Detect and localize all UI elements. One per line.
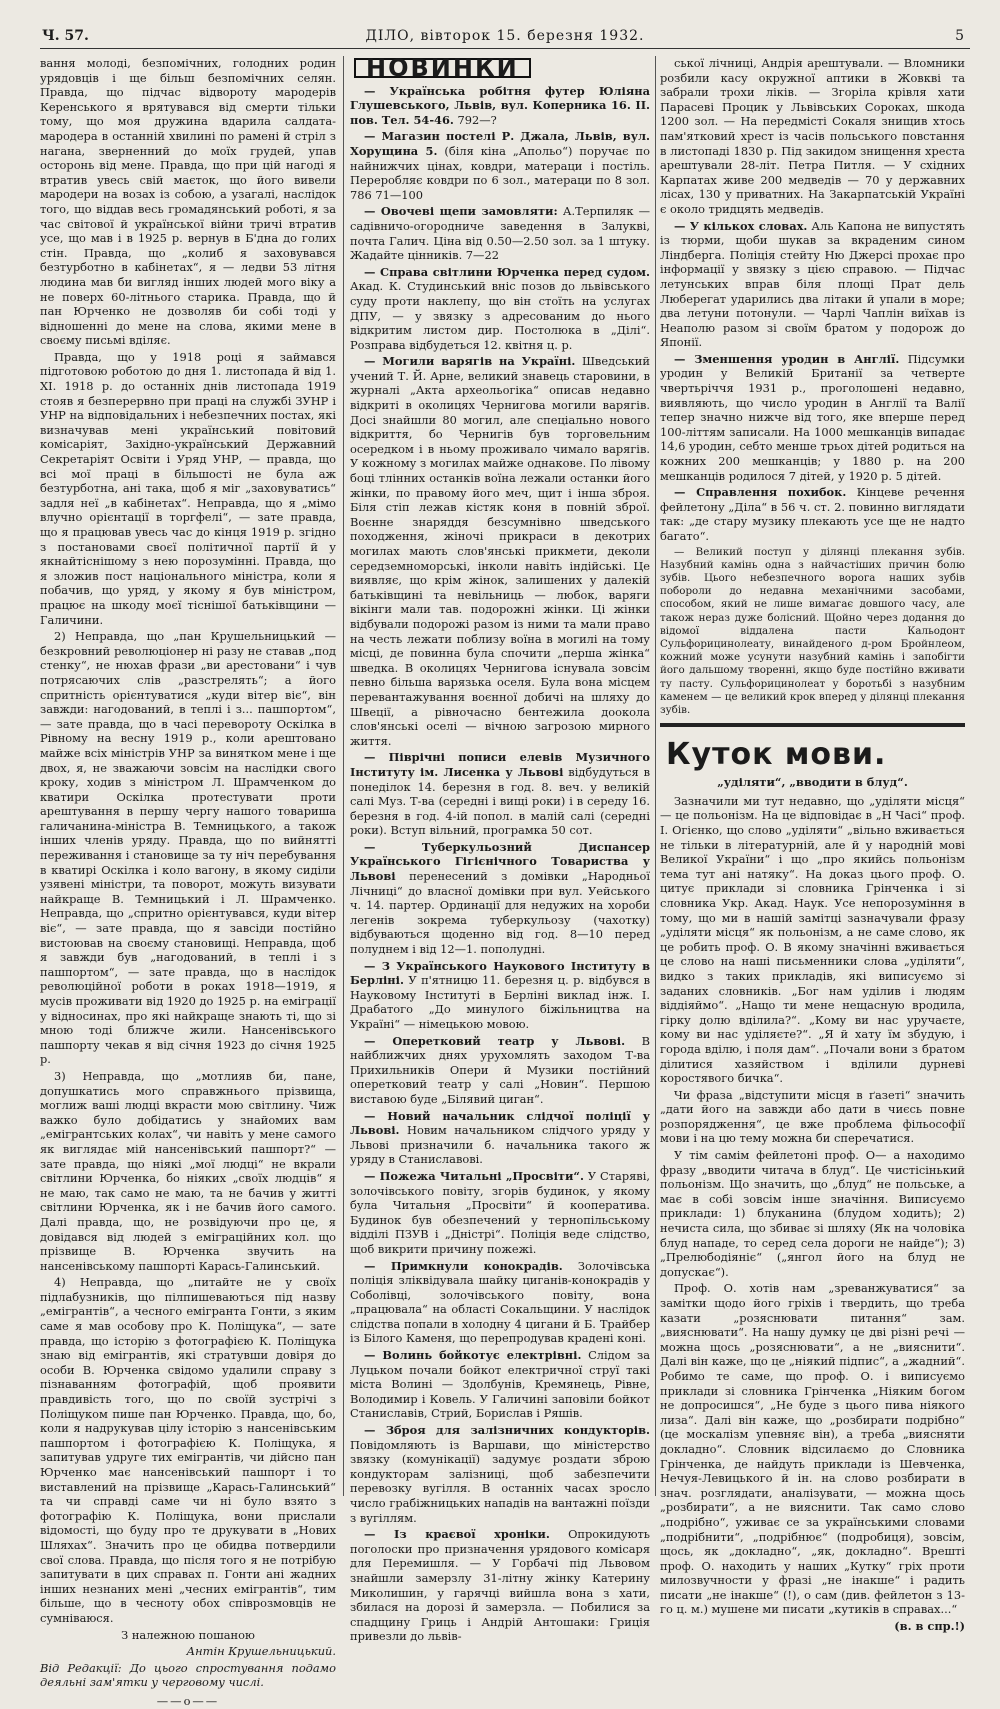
news-item-body: Кінцеве речення фейлетону „Діла“ в 56 ч. ст. 2. повинно виглядати так: „де стару музику плекають усе ще не надто багато“. bbox=[660, 485, 965, 543]
kutok-paragraph: У тім самім фейлетоні проф. О— а находимо фразу „вводити читача в блуд“. Це чистісінький польонізм. Що значить, що „блуд“ не польське, а має в собі зовсім інше значіння. Виписуємо приклади: 1) блуканина (блудом ходить); 2) нечиста сила, що збиває зі шляху (Як на чоловіка блуд нападе, то серед села дороги не найде“); 3) „Прелюбодіяніє“ („янгол його на блуд не допускає“). bbox=[660, 1148, 965, 1279]
kutok-paragraph: Зазначили ми тут недавно, що „уділяти місця“ — це польонізм. На це відповідає в „Н Часі“ проф. І. Огієнко, що слово „уділяти“ „вільно вживається не тільки в літературній, але й у народній мові Великої України“ і що „про якийсь польонізм тема тут ані натяку“. На доказ цього проф. О. цитує приклади зі словника Грінченка і зі словника Укр. Акад. Наук. Усе непорозуміння в тому, що ми в нашій замітці зазначували фразу „уділяти місця“ як польонізм, а не саме слово, як це робить проф. О. В якому значінні вживається це слово на наші письменники слова „уділяти“, видко з таких прикладів, які виписуємо зі заданих словників. „Бог нам уділив і людям віддіяймо“. „Нащо ти мене нещасную вродила, гірку долю вділила?“. „Кому ви нас уручаєте, кому ви нас уділяєте?“. „Я й хату їм збудую, і города вділю, і поля дам“. „Почали вони з братом ділитися хазяйством і вділили дурневі коростявого бичка“. bbox=[660, 793, 965, 1086]
right-column bbox=[660, 56, 966, 1634]
news-item-headline: — Справа світлини Юрченка перед судом. bbox=[364, 264, 650, 279]
news-item bbox=[660, 485, 965, 543]
news-item-body: Шведський учений Т. Й. Арне, великий знавець старовини, в журналі „Акта археольогіка“ описав недавно відкриті в околицях Чернигова могили варягів. Досі знайшли 80 могил, але спеціально нового відкриття, бо Чернигів був торговельним осередком і в ньому проживало чимало варягів. У кожному з могилах майже однакове. По лівому боці тлінних останків воїна лежали останки його жінки, по правому його меч, щит і інша зброя. Біля стіп лежав кістяк коня в повній зброї. Воєнне знаряддя безсумнівно шведського походження, жіночі прикраси в декотрих могилах мають слов'янські прикмети, деколи середземноморські, інколи навіть індійські. Це виявляє, що крім жінок, залишених у далекій батьківщині та невільниць — любок, варяги вікінги мали тав. подорожні жінки. Ці жінки відбували подорожі разом із ними та мали право на честь лежати поблизу воїна в могилі на тому місці, де повинна була спочити „перша жінка“ шведка. В околицях Чернигова існувала зовсім певно більша варязька оселя. Була вона місцем перевантажування воєнної добичі на шляху до Швеції, а рівночасно бентежила доокола слов'янські оселі — вічною загрозою мирного життя. bbox=[350, 354, 650, 748]
news-item-headline: — Із краєвої хроніки. bbox=[364, 1527, 550, 1542]
news-item-body: Опрокидують поголоски про призначення урядового комісаря для Перемишля. — У Горбачі під Львовом знайшли замерзлу 31-літну жінку Катерину Миколишин, у гарячці вийшла вона з хати, збилася на дорозі й замерзла. — Побилися за спадщину Гриць і Андрій Антошаки: Гриція привезли до львів- bbox=[350, 1527, 651, 1644]
news-item-body: перенесений з домівки „Народньої Лічниці“ до власної домівки при вул. Уейського ч. 14. партер. Ординації для недужих на хороби легенів зокрема туберкульозу (чахотку) відбуваються щоденно від год. 8—10 перед полуднем і від 12—1. пополудні. bbox=[350, 869, 650, 957]
news-item bbox=[350, 84, 650, 128]
news-item-body: Повідомляють із Варшави, що міністерство звязку (комунікації) задумує роздати зброю кондукторам залізниці, щоб забезпечити перевозку вугілля. В останніх часах зросло число грабіжницьких нападів на вантажні поїзди з вугіллям. bbox=[350, 1437, 650, 1525]
news-item-body: Підсумки уродин у Великій Британії за четверте чвертьріччя 1931 р., проголошені недавно, виявляють, що число уродин в Англії та Валії тепер значно нижче від того, яке вперше перед 100-літтям записали. На 1000 мешканців випадає 14,6 уродин, себто менше трьох дітей родиться на кожних 200 мешканців; у 1880 р. на 200 мешканців родилося 7 дітей, у 1920 р. 5 дітей. bbox=[660, 351, 965, 483]
section-divider bbox=[660, 723, 965, 727]
issue-number: Ч. 57. bbox=[42, 28, 89, 44]
news-item-body: Золочівська поліція зліквідувала шайку циганів-конокрадів у Соболівці, золочівського повіту, вона „працювала“ на області Сокальщини. У наслідок слідства попали в холодну 4 цигани й Б. Трайбер із Білого Каменя, що перепродував крадені коні. bbox=[350, 1258, 650, 1346]
news-item-headline: — Піврічні пописи елевів Музичного Інституту ім. Лисенка у Львові bbox=[350, 750, 650, 779]
left-column-letter bbox=[40, 56, 336, 1708]
news-item bbox=[350, 1348, 650, 1421]
news-item-headline: — Зменшення уродин в Англії. bbox=[674, 351, 900, 366]
news-item-body: (біля кіна „Апольо“) поручає по найнижчих цінах, ковдри, матераци і постіль. Переробляє ковдри по 6 зол., матераци по 8 зол. 786 71—100 bbox=[350, 143, 650, 202]
page-number: 5 bbox=[955, 28, 964, 44]
news-item bbox=[350, 129, 650, 202]
page-header bbox=[40, 22, 970, 49]
news-item-body: В найближчих днях урухомлять заходом Т-ва Прихильників Опери й Музики постійний оперетковий театр у салі „Новин“. Першою виставою буде „Білявий циган“. bbox=[350, 1033, 651, 1106]
editor-note bbox=[40, 1661, 336, 1690]
letter-paragraph: 4) Неправда, що „питайте не у своїх підлабузників, що пілпишеваються під назву „емігрантів“, а чесного емігранта Гонти, з яким саме я мав особову про К. Поліщука“, — зате правда, що історію з фотографією К. Поліщука знаю від емігрантів, які стратувши довіря до особи В. Юрченка свідомо удалили справу з пізнаванням фотографій, щоб проявити правдивість того, що по своїй зустрічі з Поліщуком пише пан Юрченко. Правда, що, бо, коли я надрукував цілу історію з нансенівським пашпортом і фотографією К. Поліщука, я запитував удруге тих емігрантів, чи дійсно пан Юрченко має нансенівський пашпорт і то виставлений на прізвище „Карась-Галинський“ та чи справді саме чи ні було взято з фотографію К. Поліщука, вони прислали відомості, що буду про те друкувати в „Нових Шляхах“. Значить про це обидва потвердили свої слова. Правда, що після того я не потрібую запитувати в цих справах п. Гонти ані жадних інших незнаних мені „чесних емігрантів“, тим більше, що в чесноту обох співрозмовців не сумніваюся. bbox=[40, 1275, 336, 1625]
news-item-headline: — З Українського Наукового Інституту в Берліні. bbox=[350, 958, 650, 988]
news-item bbox=[350, 1423, 650, 1525]
news-item bbox=[350, 265, 650, 353]
kutok-paragraph: Проф. О. хотів нам „зреванжуватися“ за замітки щодо його гріхів і твердить, що треба казати „розяснювати питання“ зам. „вияснювати“. На нашу думку це дві різні речі — можна щось „розяснювати“, а не „вияснити“. Далі він каже, що це „ніякий підпис“, а „жадний“. Робимо те саме, що проф. О. і виписуємо приклади зі словника Грінченка „Ніяким богом не допросишся“, „Не буде з цього пива ніякого лиза“. Далі він каже, що „розбирати подрібно“ (це москалізм упевняє він), а треба „виясняти докладно“. Словник відсилаємо до Словника Грінченка, де найдуть приклади із Шевченка, Нечуя-Левицького й ін. на слово розбирати в знач. розглядати, аналізувати, — можна щось „розбирати“, а не вияснити. Так само слово „подрібно“, уживає се за українськими словами „подрібнити“, „подрібнює“ (подробиця), зовсім, щось, як „докладно“, „як, докладно“. Врешті проф. О. находить у наших „Кутку“ гріх проти милозвучности у фразі „не інакше“ і радить писати „не інакше“ (!), о сам (див. фейлетон з 13-го ц. м.) мушене ми писати „кутиків в справах...“ bbox=[660, 1281, 965, 1617]
news-item-body: У п'ятницю 11. березня ц. р. відбувся в Науковому Інституті в Берліні виклад інж. І. Драбатого „До минулого біжільництва на Україні“ — німецькою мовою. bbox=[350, 973, 651, 1031]
news-item-headline: — Оперетковий театр у Львові. bbox=[364, 1033, 626, 1048]
news-item-headline: — Українська робітня футер Юліяна Глушевського, Львів, вул. Коперника 16. ІІ. пов. Тел. 54-46. bbox=[350, 83, 650, 127]
letter-paragraph: 2) Неправда, що „пан Крушельницький — безкровний революціонер ні разу не ставав „под стенку“, не нюхав фрази „ви арестовани“ і чув потрясаючих слів „разстрелять“; а його спритність орієнтуватися „куди вітер віє“, він завжди: нагодований, в теплі і з... пашпортом“, — зате правда, що в часі перевороту Оскілка в Рівному на весну 1919 р., коли арештовано майже всіх міністрів УНР за винятком мене і ще двох, я, не зважаючи зовсім на наслідки свого кроку, ходив з міністром Л. Шрамченком до кватири Оскілка протестувати проти арештування в першу чергу нашого товариша галичанина-міністра В. Темницького, а також інших членів уряду. Правда, що по вийнятті переживання і становище за ту ніч перебування в кватирі Оскілка і коло вагону, в якому сиділи узявені міністри, та поворот, можуть визувати найкраще В. Темницький і Л. Шрамченко. Неправда, що „спритно орієнтувався, куди вітер віє“, — зате правда, що я завсіди постійно вистоював на своєму становищі. Неправда, щоб я завжди був „нагодований, в теплі і з пашпортом“, — зате правда, що в наслідок революційної роботи в роках 1918—1919, я мусів проживати від 1920 до 1925 р. на еміграції у відносинах, про які найкраще знають ті, що зі мною тоді ближче жили. Нансенівського пашпорту чекав я від січня 1923 до січня 1925 р. bbox=[40, 629, 336, 1067]
news-item-body: Акад. К. Студинський вніс позов до львівського суду проти наклепу, що він стоїть на услугах ДПУ, — у звязку з адресованим до нього відкритим листом дир. Постолюка в „Ділі“. Розправа відбудеться 12. квітня ц. р. bbox=[350, 279, 650, 352]
news-item-body: відбудуться в понеділок 14. березня в год. 8. веч. у великій салі Муз. Т-ва (середні і вищі роки) і в середу 16. березня в год. 4-ій попол. в малій салі (середні роки). Вступ вільний, програмка 50 сот. bbox=[350, 764, 651, 838]
news-item-headline: — Могили варягів на Україні. bbox=[364, 354, 576, 369]
news-item-headline: — Туберкульозний Диспансер Українського Гігієнічного Товариства у Львові bbox=[350, 839, 650, 884]
news-item-headline: — У кількох словах. bbox=[674, 218, 808, 233]
letter-closing: З належною пошаною bbox=[121, 1627, 255, 1642]
news-item bbox=[350, 1109, 650, 1167]
editor-text: До цього спростування подамо деяльні зам'ятки у черговому числі. bbox=[40, 1660, 336, 1690]
news-item-body: ської лічниці, Андрія арештували. — Вломники розбили касу окружної аптики в Жовкві та забрали трохи ліків. — Згоріла крівля хати Парасеві Процик у Львівських Сороках, шкода 1200 зол. — На передмісті Сокаля знищив хтось пам'ятковий хрест із часів польського повстання в листопаді 1830 р. Під закидом знищення хреста арештували 28-літ. Петра Питля. — У східних Карпатах живе 200 медведів — 70 у державних лісах, 130 у приватних. На Закарпатській Україні є около тридцять медведів. bbox=[660, 56, 965, 216]
news-item-headline: — Волинь бойкотує електрівні. bbox=[364, 1348, 582, 1363]
middle-column-news bbox=[350, 54, 651, 1644]
section-title-novynky: НОВИНКИ bbox=[354, 58, 531, 78]
news-item bbox=[660, 219, 965, 350]
kutok-paragraph: Чи фраза „відступити місця в ґазеті“ значить „дати його на завжди або дати в чиєсь повне розпорядження“, це вже проблема фільософії мови і на цю тему можна би сперечатися. bbox=[660, 1087, 965, 1146]
news-item bbox=[350, 1034, 650, 1107]
news-item-body: А.Терпиляк — садівничо-огородниче заведення в Залукві, почта Галич. Ціна від 0.50—2.50 зол. за 1 штуку. Жадайте цінників. 7—22 bbox=[350, 204, 650, 263]
letter-signature: Антін Крушельницький. bbox=[186, 1644, 336, 1659]
column-rule bbox=[343, 56, 344, 1496]
news-item bbox=[350, 750, 650, 838]
news-item bbox=[350, 840, 650, 957]
news-list bbox=[350, 84, 650, 1644]
kutok-movy-title: Куток мови. bbox=[666, 737, 887, 773]
news-item-body: Аль Капона не випустять із тюрми, щоби шукав за вкраденим сином Ліндберга. Поліція стейту Ню Джерсі прохає про інформації у звязку з цією справою. — Підчас летунських вправ біля площі Прат дель Люберегат ударились два літаки й упали в море; два летуни потонули. — Чарлі Чаплін виїхав із Неаполю разом зі своїм братом у подорож до Японії. bbox=[660, 218, 966, 350]
news-item-body: У Старяві, золочівського повіту, згорів будинок, у якому була Читальня „Просвіти“ й кооператива. Будинок був обезпечений у тернопільському відділі ПЗУВ і „Дністрі“. Поліція веде слідство, щоб викрити причину пожежі. bbox=[350, 1168, 650, 1256]
toothpaste-ad: — Великий поступ у ділянці плекання зубів. Назубний камінь одна з найчастіших причин болю зубів. Цього небезпечного ворога наших зубів побороли до недавна механічними засобами, способом, який не лише вимагає довшого часу, але також нераз дуже болісний. Щойно через додання до відомої віддалена пасти Кальодонт Сульфорицинолеату, винайденого д-ром Бройнлеом, кожний може усунути назубний камінь і запобігти його дальшому творенні, якщо буде постійно вживати ту пасту. Сульфорицинолеат у боротьбі з назубним каменем — це великий крок вперед у ділянці плекання зубів. bbox=[660, 545, 965, 717]
letter-paragraph: 3) Неправда, що „мотлияв би, пане, допушкатись мого справжнього прізвища, моглиж ваші людці вкрасти мою світлину. Чиж важко було добідатись у знайомих вам „емігрантських колах“, чи навіть у мене самого як виглядає мій нансенівський пашпорт?“ — зате правда, що ніякі „мої людці“ не вкрали світлини Юрченка, бо ніяких „своїх людців“ я не маю, так само не маю, та не бачив у житті світлини Юрченка, як і не бачив його самого. Далі правда, що, не розвідуючи про це, я довідався від людей з еміграційних кол. що прізвище В. Юрченка звучить на нансенівському пашпорті Карась-Галинський. bbox=[40, 1068, 336, 1273]
news-item bbox=[660, 352, 965, 483]
editor-label: Від Редакції: bbox=[40, 1660, 122, 1675]
letter-paragraph: вання молоді, безпомічних, голодних родин урядовців і ще більш безпомічних селян. Правда, що підчас відвороту мародерів Керенського я врятувався від смерти тільки тому, що моя дружина вдарила салдата-мародера в останній хвилині по рамені й стріл з нагана, зверненний до моїх грудей, упав осторонь від мене. Правда, що при цій нагоді я втратив увесь свій маєток, що його вивели мародери на возах із собою, а узагалі, наслідок того, що віддав весь громадянський роботі, я за час світової й української війни тричі втратив усе, що мав і в 1925 р. вернув в Б'дна до голих стін. Правда, що „колиб я заховувався безтурботно в кабінетах“, я — ледви 53 літня людина мав би вигляд інших людей мого віку а не поверх 60-літнього старика. Правда, що й пан Юрченко не дозволяв би собі тоді у відношенні до мене на слова, якими мене в своєму письмі вділяє. bbox=[40, 56, 336, 348]
end-flourish: ——о—— bbox=[156, 1693, 220, 1708]
letter-paragraph: Правда, що у 1918 році я займався підготовою роботою до дня 1. листопада й від 1. ХІ. 1918 р. до останніх днів листопада 1919 стояв я безперервно при праці на службі ЗУНР і УНР на відповідальних і небезпечних постах, які визначував мені український повітовий комісаріят, Західно-український Державний Секретаріят Освіти і Уряд УНР, — правда, що всі мої праці в більшості не була аж безтурботна, ані така, щоб я міг „заховуватись“ задля неї „в кабінетах“. Неправда, що я „мімо влучно орієнтації в торгфелі“, — зате правда, що я працював увесь час до кінця 1919 р. згідно з постановами своєї політичної партії й у якнайтіснішому з нею порозумінні. Правда, що я зложив пост національного міністра, коли я побачив, що уряд, у якому я був міністром, працює на шкоду моєї тіснішої батьківщини — Галичини. bbox=[40, 349, 336, 627]
news-item-headline: — Пожежа Читальні „Просвіти“. bbox=[364, 1168, 584, 1183]
column-rule bbox=[655, 56, 656, 1496]
kutok-sign: (в. в спр.!) bbox=[894, 1619, 965, 1634]
news-item-headline: — Магазин постелі Р. Джала, Львів, вул. Хорущина 5. bbox=[350, 129, 650, 158]
news-item-headline: — Примкнули конокрадів. bbox=[364, 1258, 563, 1273]
news-item bbox=[350, 204, 650, 262]
news-item bbox=[350, 354, 650, 748]
news-item-headline: — Зброя для залізничних кондукторів. bbox=[364, 1423, 650, 1438]
news-item bbox=[350, 1169, 650, 1257]
news-list-continued bbox=[660, 56, 965, 544]
masthead-date: ДІЛО, вівторок 15. березня 1932. bbox=[365, 28, 645, 44]
news-item bbox=[350, 1259, 650, 1347]
news-item-body: 792—? bbox=[457, 112, 497, 127]
news-item-headline: — Новий начальник слідчої поліції у Львові. bbox=[350, 1108, 650, 1138]
kutok-movy-subtitle: „уділяти“, „вводити в блуд“. bbox=[717, 775, 908, 790]
news-item-body: Слідом за Луцьком почали бойкот електричної струї такі міста Волині — Здолбунів, Кремянець, Рівне, Володимир і Ковель. У Галичині заповіли бойкот Станиславів, Стрий, Борислав і Ряшів. bbox=[350, 1348, 651, 1421]
news-item bbox=[350, 1527, 650, 1644]
news-item-headline: — Справлення похибок. bbox=[674, 485, 847, 500]
news-item bbox=[350, 959, 650, 1032]
news-item-headline: — Овочеві щепи замовляти: bbox=[364, 204, 558, 219]
news-item-body: Новим начальником слідчого уряду у Львові призначили б. начальника такого ж уряду в Станиславові. bbox=[350, 1123, 650, 1167]
news-item bbox=[660, 56, 965, 217]
